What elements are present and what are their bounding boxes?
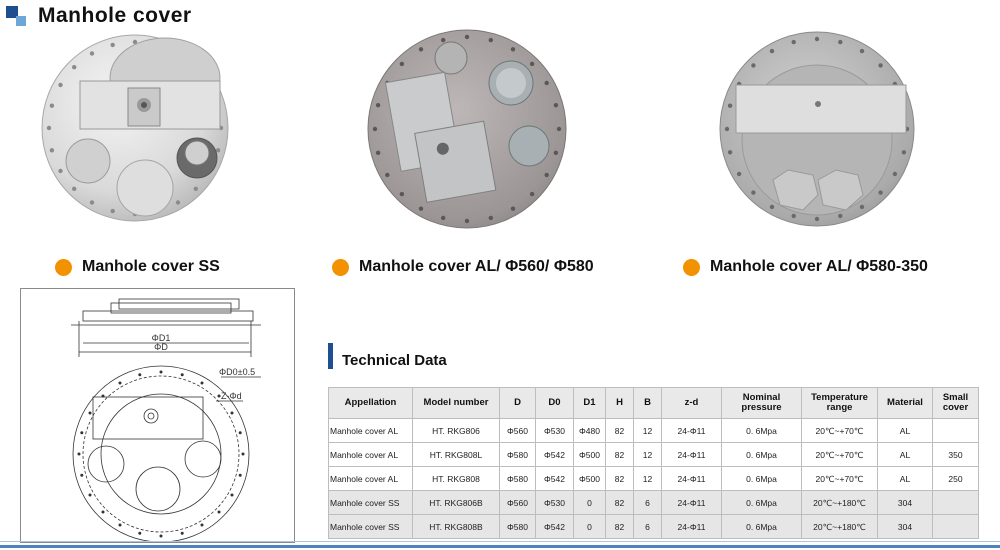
bolt-hole: [770, 49, 774, 53]
bolt-hole: [419, 47, 423, 51]
bolt-hole: [160, 535, 163, 538]
table-cell: Φ580: [500, 515, 536, 539]
bolt-hole: [50, 104, 54, 108]
table-cell: Φ500: [574, 467, 606, 491]
table-cell: 82: [606, 419, 634, 443]
table-row: [329, 467, 979, 491]
section-accent-bar: [328, 343, 333, 369]
table-cell: Φ480: [574, 419, 606, 443]
bolt-hole: [47, 126, 51, 130]
bolt-hole: [102, 511, 105, 514]
bolt-hole: [815, 217, 819, 221]
table-cell: Φ560: [500, 491, 536, 515]
caption-manhole-cover-al-560-580: Manhole cover AL/ Φ560/ Φ580: [332, 258, 594, 276]
photo-manhole-cover-al-560-580: [366, 28, 568, 230]
bolt-hole: [231, 494, 234, 497]
table-cell: 304: [878, 515, 933, 539]
bolt-hole: [78, 453, 81, 456]
bolt-hole: [737, 172, 741, 176]
table-header-cell: Small cover: [933, 388, 979, 419]
bolt-hole: [90, 200, 94, 204]
table-cell: Φ500: [574, 443, 606, 467]
bolt-hole: [902, 150, 906, 154]
table-cell: 20℃~+70℃: [802, 443, 878, 467]
bolt-hole: [770, 205, 774, 209]
bolt-hole: [792, 40, 796, 44]
bolt-hole: [530, 192, 534, 196]
drawing-label-d: ΦD: [154, 342, 168, 352]
bolt-hole: [89, 494, 92, 497]
table-cell: Φ560: [500, 419, 536, 443]
bolt-hole: [511, 47, 515, 51]
bolt-hole: [58, 83, 62, 87]
bolt-hole: [838, 40, 842, 44]
bolt-hole: [554, 151, 558, 155]
table-cell: Manhole cover AL: [329, 419, 413, 443]
table-cell: Manhole cover AL: [329, 443, 413, 467]
bolt-hole: [441, 38, 445, 42]
technical-data-title: Technical Data: [342, 352, 447, 369]
bolt-hole: [400, 192, 404, 196]
bolt-hole: [218, 511, 221, 514]
footer-divider: [0, 545, 1000, 548]
bolt-hole: [242, 453, 245, 456]
bolt-hole: [838, 214, 842, 218]
bolt-hole: [860, 205, 864, 209]
bolt-hole: [751, 63, 755, 67]
bolt-hole: [80, 431, 83, 434]
page-title: Manhole cover: [38, 4, 192, 27]
table-cell: 24-Φ11: [662, 467, 722, 491]
table-cell: Φ580: [500, 467, 536, 491]
bolt-hole: [90, 51, 94, 55]
table-header-cell: z-d: [662, 388, 722, 419]
bolt-hole: [138, 532, 141, 535]
technical-drawing-svg: [21, 289, 294, 542]
bolt-hole: [545, 81, 549, 85]
bolt-hole: [111, 43, 115, 47]
table-cell: 0. 6Mpa: [722, 419, 802, 443]
brand-logo: [6, 6, 28, 28]
table-cell: HT. RKG806: [413, 419, 500, 443]
bullet-dot-icon: [55, 259, 72, 276]
bolt-hole: [465, 35, 469, 39]
table-header-cell: Appellation: [329, 388, 413, 419]
table-cell: 0: [574, 515, 606, 539]
bolt-hole: [80, 474, 83, 477]
table-cell: 24-Φ11: [662, 491, 722, 515]
table-cell: 82: [606, 491, 634, 515]
table-cell: 350: [933, 443, 979, 467]
caption-manhole-cover-ss: Manhole cover SS: [55, 258, 220, 276]
bolt-hole: [792, 214, 796, 218]
bolt-hole: [239, 431, 242, 434]
bolt-hole: [111, 209, 115, 213]
table-cell: AL: [878, 443, 933, 467]
table-row: [329, 491, 979, 515]
table-cell: 20℃~+70℃: [802, 467, 878, 491]
bolt-hole: [181, 373, 184, 376]
table-cell: 82: [606, 443, 634, 467]
table-cell: 304: [878, 491, 933, 515]
table-cell: 12: [634, 467, 662, 491]
table-header-cell: D0: [536, 388, 574, 419]
bolt-hole: [50, 148, 54, 152]
bolt-hole: [160, 371, 163, 374]
photo-manhole-cover-ss: [40, 33, 230, 223]
table-cell: 0. 6Mpa: [722, 515, 802, 539]
table-cell: 0. 6Mpa: [722, 491, 802, 515]
table-cell: 0. 6Mpa: [722, 443, 802, 467]
table-cell: 12: [634, 443, 662, 467]
table-cell: HT. RKG808L: [413, 443, 500, 467]
bolt-hole: [419, 207, 423, 211]
table-cell: AL: [878, 467, 933, 491]
table-cell: 12: [634, 419, 662, 443]
table-cell: 82: [606, 515, 634, 539]
table-cell: 20℃~+180℃: [802, 491, 878, 515]
table-cell: HT. RKG806B: [413, 491, 500, 515]
caption-manhole-cover-al-580-350: Manhole cover AL/ Φ580-350: [683, 258, 928, 276]
table-header-cell: D: [500, 388, 536, 419]
table-cell: 250: [933, 467, 979, 491]
table-header-row: [329, 388, 979, 419]
table-header-cell: Model number: [413, 388, 500, 419]
table-cell: Φ530: [536, 419, 574, 443]
table-header-cell: D1: [574, 388, 606, 419]
table-cell: 20℃~+180℃: [802, 515, 878, 539]
table-cell: HT. RKG808: [413, 467, 500, 491]
bolt-hole: [231, 412, 234, 415]
table-cell: HT. RKG808B: [413, 515, 500, 539]
table-cell: 20℃~+70℃: [802, 419, 878, 443]
table-cell: Manhole cover SS: [329, 515, 413, 539]
bolt-hole: [376, 103, 380, 107]
bolt-hole: [102, 395, 105, 398]
bolt-hole: [119, 382, 122, 385]
bolt-hole: [725, 127, 729, 131]
table-cell: Manhole cover SS: [329, 491, 413, 515]
table-cell: 82: [606, 467, 634, 491]
bolt-hole: [441, 216, 445, 220]
table-header-cell: B: [634, 388, 662, 419]
table-cell: AL: [878, 419, 933, 443]
bolt-hole: [385, 173, 389, 177]
table-cell: Φ530: [536, 491, 574, 515]
table-cell: 0: [574, 491, 606, 515]
bolt-hole: [373, 127, 377, 131]
bolt-hole: [893, 172, 897, 176]
table-cell: 0. 6Mpa: [722, 467, 802, 491]
bolt-hole: [878, 190, 882, 194]
bolt-hole: [815, 37, 819, 41]
bolt-hole: [181, 532, 184, 535]
bolt-hole: [201, 524, 204, 527]
bolt-hole: [545, 173, 549, 177]
table-header-cell: H: [606, 388, 634, 419]
table-row: [329, 515, 979, 539]
drawing-label-d1: ΦD1: [151, 333, 171, 343]
bolt-hole: [201, 382, 204, 385]
bolt-hole: [860, 49, 864, 53]
table-header-cell: Nominal pressure: [722, 388, 802, 419]
bolt-hole: [239, 474, 242, 477]
bolt-hole: [216, 148, 220, 152]
photo-manhole-cover-al-580-350: [718, 30, 916, 228]
table-cell: Φ542: [536, 443, 574, 467]
bolt-hole: [89, 412, 92, 415]
bolt-hole: [194, 187, 198, 191]
bolt-hole: [530, 62, 534, 66]
bolt-hole: [728, 150, 732, 154]
bolt-hole: [557, 127, 561, 131]
table-cell: 6: [634, 491, 662, 515]
technical-data-table: [328, 387, 979, 539]
drawing-label-zd: Z-Φd: [221, 391, 242, 401]
bolt-hole: [138, 373, 141, 376]
bolt-hole: [72, 65, 76, 69]
technical-drawing: [20, 288, 295, 543]
bullet-dot-icon: [683, 259, 700, 276]
bolt-hole: [465, 219, 469, 223]
bullet-dot-icon: [332, 259, 349, 276]
bolt-hole: [376, 151, 380, 155]
table-row: [329, 443, 979, 467]
table-cell: [933, 491, 979, 515]
bolt-hole: [878, 63, 882, 67]
table-cell: [933, 515, 979, 539]
bolt-hole: [119, 524, 122, 527]
bolt-hole: [489, 38, 493, 42]
table-cell: Φ580: [500, 443, 536, 467]
table-row: [329, 419, 979, 443]
bolt-hole: [489, 216, 493, 220]
table-cell: 24-Φ11: [662, 515, 722, 539]
bolt-hole: [728, 104, 732, 108]
table-cell: 24-Φ11: [662, 419, 722, 443]
bolt-hole: [400, 62, 404, 66]
table-cell: 24-Φ11: [662, 443, 722, 467]
bolt-hole: [72, 187, 76, 191]
table-cell: 6: [634, 515, 662, 539]
table-cell: Φ542: [536, 515, 574, 539]
bolt-hole: [176, 200, 180, 204]
bolt-hole: [554, 103, 558, 107]
footer-divider-thin: [0, 541, 1000, 542]
drawing-label-d0: ΦD0±0.5: [219, 367, 256, 377]
bolt-hole: [511, 207, 515, 211]
table-header-cell: Material: [878, 388, 933, 419]
table-cell: Manhole cover AL: [329, 467, 413, 491]
bolt-hole: [58, 169, 62, 173]
table-header-cell: Temperature range: [802, 388, 878, 419]
table-cell: [933, 419, 979, 443]
bolt-hole: [751, 190, 755, 194]
table-cell: Φ542: [536, 467, 574, 491]
